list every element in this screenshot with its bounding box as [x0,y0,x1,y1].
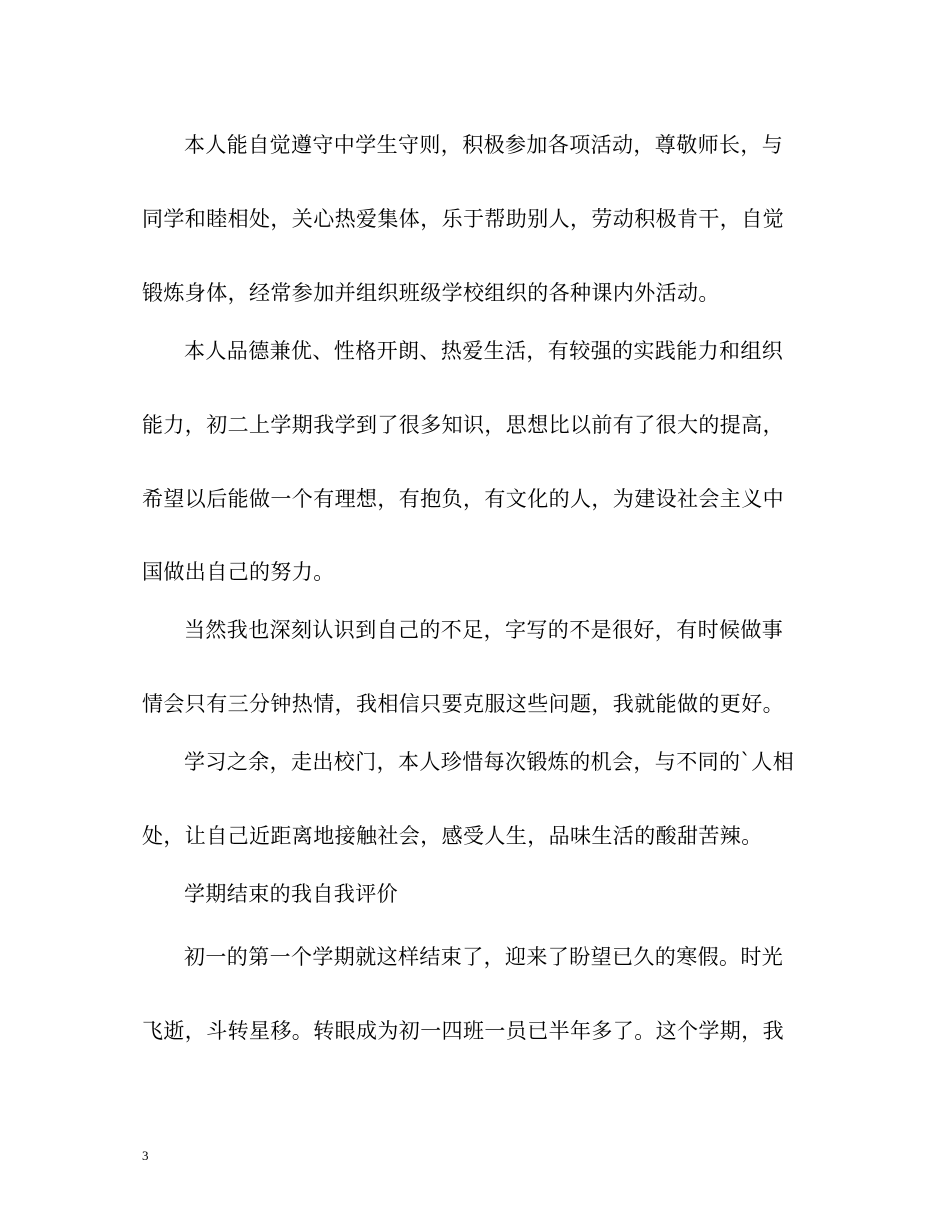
text-line: 情会只有三分钟热情，我相信只要克服这些问题，我就能做的更好。 [142,692,784,716]
text-line: 本人品德兼优、性格开朗、热爱生活，有较强的实践能力和组织 [184,339,784,363]
text-line: 飞逝，斗转星移。转眼成为初一四班一员已半年多了。这个学期，我 [142,1019,784,1043]
text-line: 处，让自己近距离地接触社会，感受人生，品味生活的酸甜苦辣。 [142,824,763,848]
text-line: 希望以后能做一个有理想，有抱负，有文化的人，为建设社会主义中 [142,487,784,511]
text-line: 学习之余，走出校门，本人珍惜每次锻炼的机会，与不同的`人相 [184,750,795,774]
text-line: 国做出自己的努力。 [142,560,335,584]
text-line: 当然我也深刻认识到自己的不足，字写的不是很好，有时候做事 [184,618,784,642]
text-line: 本人能自觉遵守中学生守则，积极参加各项活动，尊敬师长，与 [184,133,784,157]
text-line: 初一的第一个学期就这样结束了，迎来了盼望已久的寒假。时光 [184,945,784,969]
text-line: 能力，初二上学期我学到了很多知识，思想比以前有了很大的提高， [142,413,784,437]
text-line: 锻炼身体，经常参加并组织班级学校组织的各种课内外活动。 [142,281,720,305]
text-line: 同学和睦相处，关心热爱集体，乐于帮助别人，劳动积极肯干，自觉 [142,207,784,231]
page-number: 3 [142,1148,149,1163]
section-heading: 学期结束的我自我评价 [184,882,398,906]
